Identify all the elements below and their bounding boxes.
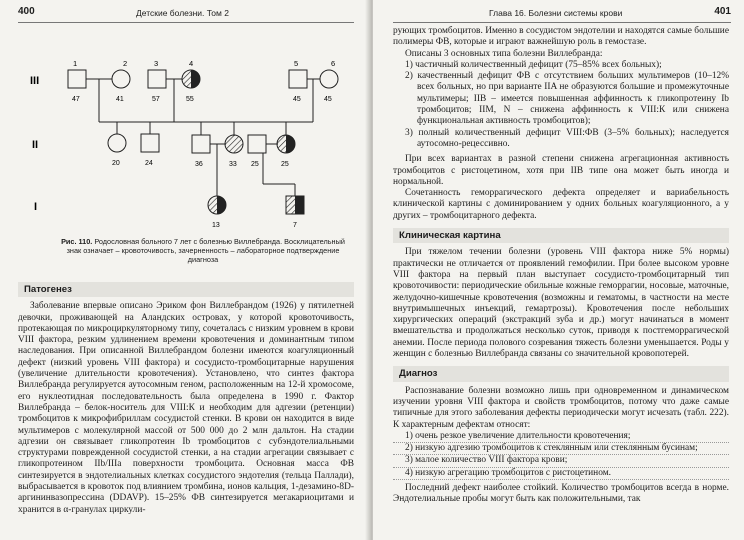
clinical-paragraph: При тяжелом течении болезни (уровень VIII фактора ниже 5% нормы) практически не отличается от проявлений гемофилии. При более высоком уровне VIII фактора на первый план выступает сосудисто-тромбоцитарный тип кровоточивости: периодические обильные кожные геморрагии, носовые, маточные, желудочно-кишечные кровотечения (возможны и гематомы, в частности на месте внутримышечных инъекций, гемартрозы). Кровотечения после небольших хирургических операций (экстракций зуба и др.) могут начинаться в момент вмешательства и продолжаться несколько суток, приводя к постгеморрагической анемии. После периода полового созревания тяжесть болезни уменьшается. Роды у женщин с болезнью Виллебранда связаны со значительной кровопотерей.	[393, 247, 729, 360]
gen3-label-5: 5	[294, 59, 299, 68]
intro-line-2: Описаны 3 основных типа болезни Виллебранда:	[405, 48, 603, 59]
gen2-age-5: 25	[251, 161, 259, 168]
left-body	[18, 276, 354, 516]
left-page	[0, 0, 369, 540]
section-title-diagnosis: Диагноз	[393, 366, 729, 381]
gen2-age-1: 20	[112, 160, 120, 167]
gen3-label-3: 3	[154, 59, 159, 68]
right-body	[393, 26, 729, 506]
type-item-1: 1) частичный количественный дефицит (75–85% всех больных);	[405, 59, 662, 70]
type-item-3: 3) полный количественный дефицит VIII:ФВ (3–5% больных); наследуется аутосомно-рецессивно.	[405, 127, 729, 149]
gen3-age-3: 57	[152, 96, 160, 103]
after-types-paragraph-1: При всех вариантах в разной степени снижена агрегационная активность тромбоцитов с ристоцетином, хотя при IIB типе она может быть иногда и нормальной.	[393, 154, 729, 187]
figure-caption-text: Родословная больного 7 лет с болезнью Виллебранда. Восклицательный знак означает – кровоточивость, зачерненность – лабораторное подтверждение диагноза	[66, 237, 345, 264]
gen3-label-4: 4	[189, 59, 194, 68]
figure-caption	[58, 237, 348, 264]
page-number-left: 400	[18, 6, 35, 17]
gen1-age-1: 13	[212, 222, 220, 229]
gen3-age-2: 41	[116, 96, 124, 103]
gen3-age-1: 47	[72, 96, 80, 103]
defect-item-1: 1) очень резкое увеличение длительности кровотечения;	[393, 431, 729, 443]
left-paragraph-1: Заболевание впервые описано Эриком фон Виллебрандом (1926) у пятилетней девочки, проживающей на Аландских островах, у которой кровоточивость, протекающая по микроциркуляторному типу, сочеталась с низким уровнем в крови VIII фактора, резким удлинением времени кровотечения и доминантным типом наследования. При описанной Виллебрандом болезни имеются коагуляционный дефект (низкий уровень VIII фактора) и сосудисто-тромбоцитарные нарушения (увеличение длительности кровотечения). Установлено, что синтез фактора Виллебранда регулируется аутосомным геном, расположенным на 12-й хромосоме, его нуклеотидная последовательность была определена в 1990 г. Фактор Виллебранда – белок-носитель для VIII:К и необходим для адгезии (ретенции) тромбоцитов к микрофибриллам сосудистой стенки. В крови он находится в виде мультимеров с молекулярной массой от 500 000 до 2 млн дальтон. На стадии адгезии он связывает гликопротеин Ib тромбоцитов с субэндотелиальными структурами поврежденной сосудистой стенки, а на стадии агрегации связывает с гликопротеином IIb/IIIa поверхности тромбоцита. Основная масса ФВ синтезируется в эндотелиальных клетках сосудистого эндотелия (тельца Паллади), выбрасывается в кровоток под влиянием тромбина, ионов кальция, 1-дезамино-8D-аргининвазопрессина (DDAVP). 15–25% ФВ синтезируется мегакариоцитами и хранится в α-гранулах циркули-	[18, 301, 354, 515]
after-types-paragraph-2: Сочетанность геморрагического дефекта определяет и вариабельность клинической картины с доминированием у одних больных коагуляционного, а у других – тромбоцитарного дефекта.	[393, 188, 729, 221]
diagnosis-paragraph: Распознавание болезни возможно лишь при одновременном и динамическом изучении уровня VIII фактора и свойств тромбоцитов, потому что даже самые типичные для этого заболевания дефекты периодически могут исчезать (табл. 222). К характерным дефектам относят:	[393, 385, 729, 430]
page-number-right: 401	[714, 6, 731, 17]
figure-caption-label: Рис. 110.	[61, 237, 93, 246]
gen1-age-2: 7	[293, 222, 297, 229]
final-paragraph: Последний дефект наиболее стойкий. Количество тромбоцитов всегда в норме. Эндотелиальные пробы могут быть как положительными, так	[393, 482, 729, 505]
gen-label-III: III	[30, 75, 40, 87]
right-header	[393, 6, 731, 23]
gen2-age-3: 36	[195, 161, 203, 168]
gen3-label-2: 2	[123, 59, 128, 68]
defect-item-4: 4) низкую агрегацию тромбоцитов с ристоцетином.	[393, 468, 729, 480]
running-title-left: Детские болезни. Том 2	[136, 8, 229, 18]
gen3-age-5: 45	[293, 96, 301, 103]
left-header	[18, 6, 354, 23]
defect-item-3: 3) малое количество VIII фактора крови;	[393, 455, 729, 467]
gen-label-I: I	[34, 201, 38, 213]
section-title-clinical: Клиническая картина	[393, 228, 729, 243]
section-title-pathogenesis: Патогенез	[18, 282, 354, 297]
right-page	[373, 0, 744, 540]
defect-item-2: 2) низкую адгезию тромбоцитов к стеклянным или стеклянным бусинам;	[393, 443, 729, 455]
gen3-label-6: 6	[331, 59, 336, 68]
gen3-age-6: 45	[324, 96, 332, 103]
intro-line-1: рующих тромбоцитов. Именно в сосудистом эндотелии и находятся самые большие полимеры ФВ, которые и играют важнейшую роль в гемостазе.	[393, 26, 729, 48]
gen3-age-4: 55	[186, 96, 194, 103]
gen2-age-6: 25	[281, 161, 289, 168]
gen2-age-4: 33	[229, 161, 237, 168]
gen2-age-2: 24	[145, 160, 153, 167]
running-title-right: Глава 16. Болезни системы крови	[489, 8, 623, 18]
gen-label-II: II	[32, 139, 39, 151]
type-item-2: 2) качественный дефицит ФВ с отсутствием больших мультимеров (10–12% всех больных, но при варианте IIA не образуются большие и промежуточные мультимеры; IIB – имеется повышенная аффинность к гликопротеину Ib тромбоцитов; IIM, N – снижена аффинность к VIII:К или снижена функциональная активность тромбоцитов);	[405, 71, 729, 127]
pedigree-figure	[0, 24, 369, 264]
gen3-label-1: 1	[73, 59, 78, 68]
